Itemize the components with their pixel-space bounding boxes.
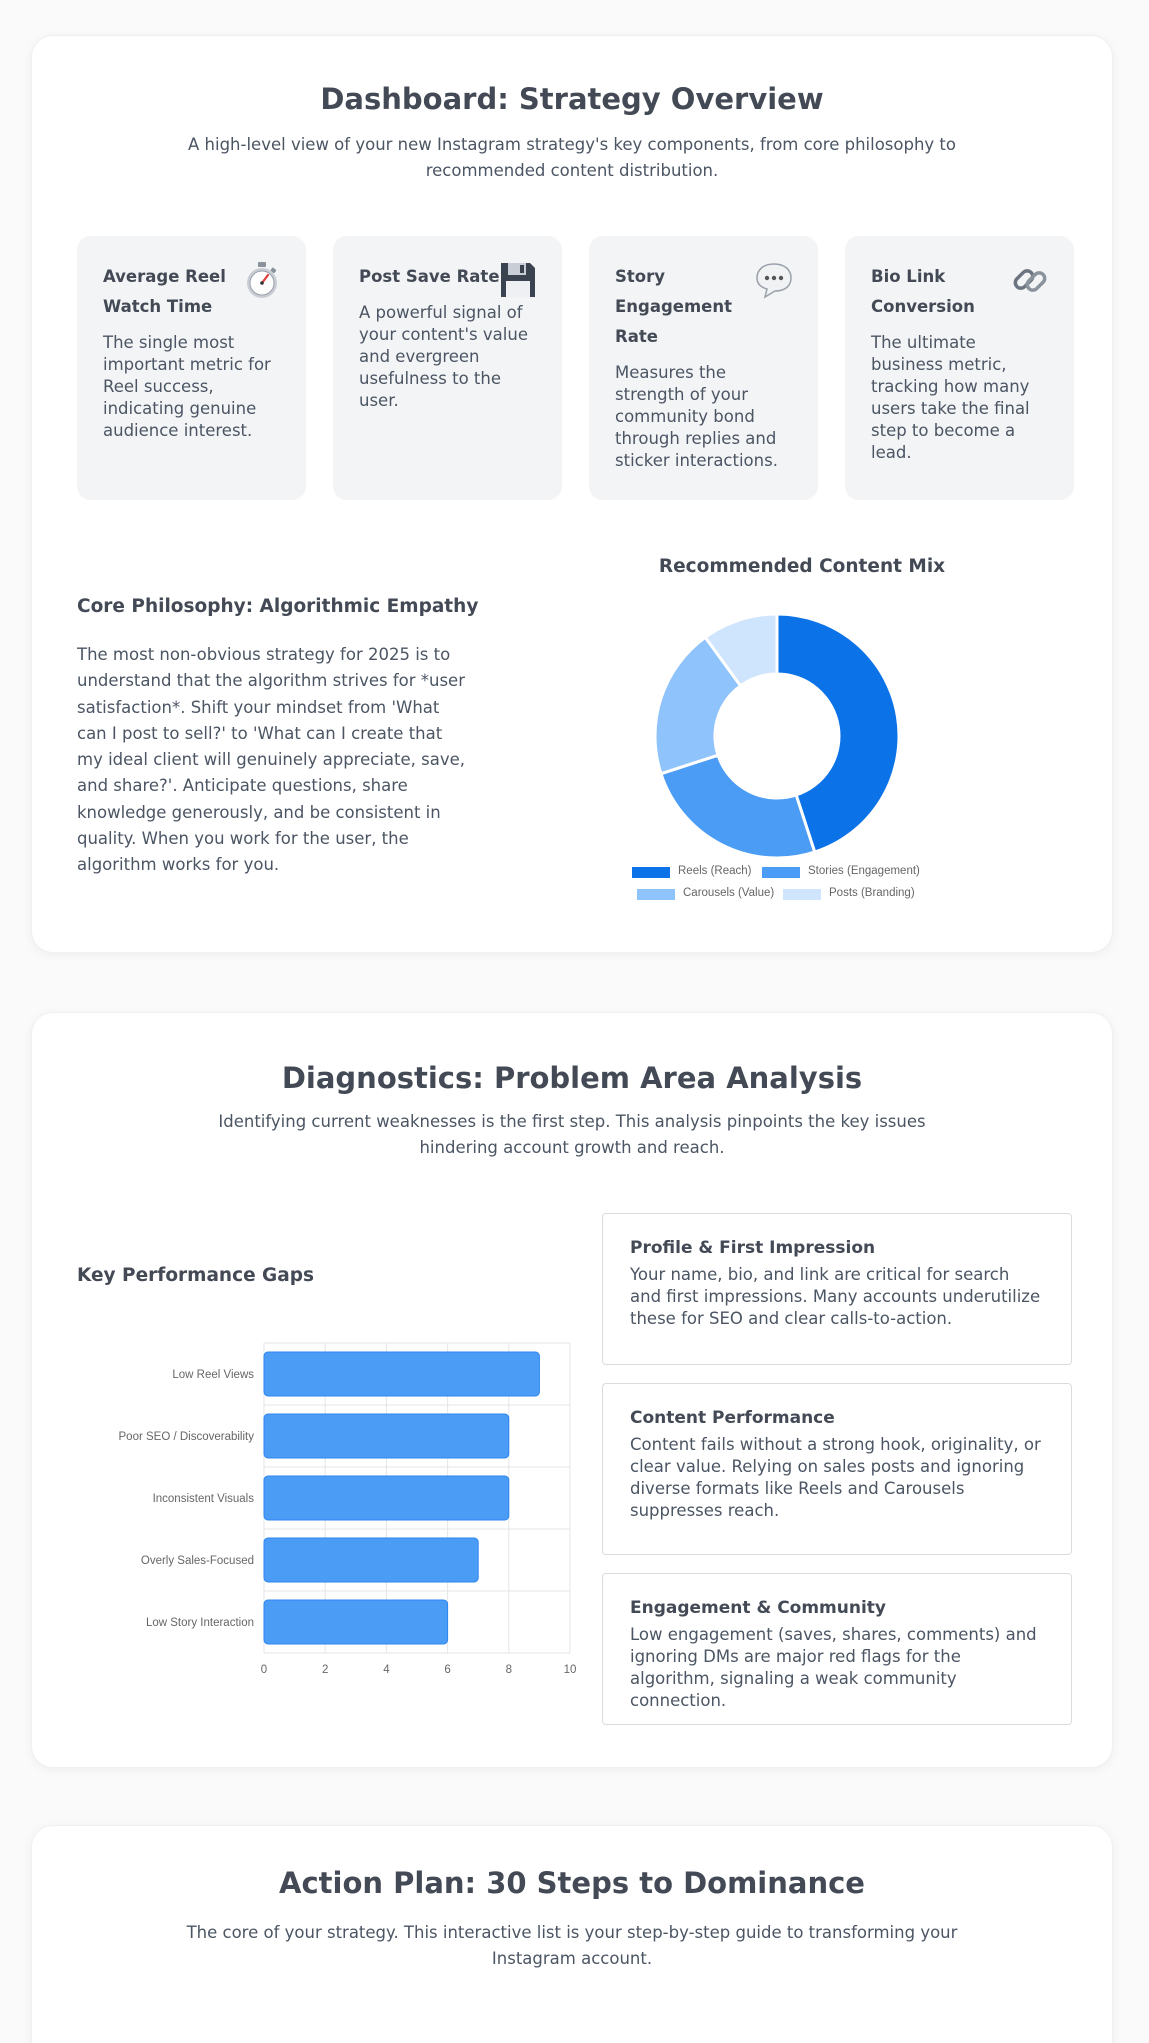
section-title: Dashboard: Strategy Overview xyxy=(320,82,824,116)
donut-chart-legend xyxy=(632,865,972,905)
section-title: Diagnostics: Problem Area Analysis xyxy=(281,1061,863,1095)
donut-slice[interactable] xyxy=(661,755,815,858)
issue-card-profile xyxy=(602,1213,1072,1365)
issue-desc: Low engagement (saves, shares, comments) and ignoring DMs are major red flags for the algorithm, signaling a weak community connection. xyxy=(630,1625,1037,1710)
issue-card-engagement xyxy=(602,1573,1072,1725)
bar-chart-title: Key Performance Gaps xyxy=(77,1265,314,1286)
category-label: Low Story Interaction xyxy=(145,1617,254,1629)
issue-title: Profile & First Impression xyxy=(630,1238,876,1258)
legend-item[interactable] xyxy=(632,865,752,877)
x-tick-label: 6 xyxy=(444,1664,451,1676)
metric-title: Story Engagement Rate xyxy=(615,267,732,346)
content-mix-donut-chart xyxy=(647,606,907,866)
stopwatch-icon xyxy=(242,260,282,300)
metric-title: Average Reel Watch Time xyxy=(103,267,226,316)
legend-item[interactable] xyxy=(783,887,915,899)
category-label: Low Reel Views xyxy=(172,1369,254,1381)
bar[interactable] xyxy=(264,1414,509,1458)
section-subtitle: Identifying current weaknesses is the first step. This analysis pinpoints the key issues hindering account growth and reach. xyxy=(218,1112,926,1157)
performance-gaps-bar-chart xyxy=(62,1323,582,1693)
metric-desc: Measures the strength of your community bond through replies and sticker interactions. xyxy=(615,363,778,470)
section-title: Action Plan: 30 Steps to Dominance xyxy=(279,1866,865,1900)
metric-card-bio-link-conversion xyxy=(845,236,1074,500)
bar[interactable] xyxy=(264,1352,539,1396)
donut-chart-title: Recommended Content Mix xyxy=(658,556,946,577)
dashboard-section xyxy=(31,35,1113,953)
legend-item[interactable] xyxy=(762,865,920,877)
legend-swatch xyxy=(632,867,670,878)
bar[interactable] xyxy=(264,1600,448,1644)
issue-title: Content Performance xyxy=(630,1408,835,1428)
x-tick-label: 4 xyxy=(383,1664,390,1676)
x-tick-label: 10 xyxy=(563,1664,577,1676)
metric-desc: A powerful signal of your content's value and evergreen usefulness to the user. xyxy=(359,303,528,410)
x-tick-label: 8 xyxy=(505,1664,513,1676)
legend-label: Posts (Branding) xyxy=(829,887,915,899)
metric-title: Post Save Rate xyxy=(359,267,500,286)
legend-label: Stories (Engagement) xyxy=(808,865,920,877)
issue-desc: Content fails without a strong hook, originality, or clear value. Relying on sales posts and ignoring diverse formats like Reels and Carousels suppresses reach. xyxy=(630,1435,1041,1520)
legend-item[interactable] xyxy=(637,887,774,899)
category-label: Poor SEO / Discoverability xyxy=(118,1431,254,1443)
action-plan-section xyxy=(31,1825,1113,2043)
metric-desc: The ultimate business metric, tracking how many users take the final step to become a lead. xyxy=(871,333,1030,462)
section-subtitle: A high-level view of your new Instagram strategy's key components, from core philosophy to recommended content distribution. xyxy=(188,135,956,180)
diagnostics-section xyxy=(31,1012,1113,1768)
bar[interactable] xyxy=(264,1538,478,1582)
issue-desc: Your name, bio, and link are critical for search and first impressions. Many accounts underutilize these for SEO and clear calls-to-action. xyxy=(630,1265,1041,1328)
metric-card-story-engagement xyxy=(589,236,818,500)
link-icon xyxy=(1010,260,1050,300)
metric-card-reel-watch-time xyxy=(77,236,306,500)
legend-label: Carousels (Value) xyxy=(683,887,775,899)
metric-title: Bio Link Conversion xyxy=(871,267,975,316)
category-label: Overly Sales-Focused xyxy=(140,1555,254,1567)
x-tick-label: 0 xyxy=(260,1664,268,1676)
issue-title: Engagement & Community xyxy=(630,1598,887,1618)
legend-swatch xyxy=(637,889,675,900)
legend-swatch xyxy=(762,867,800,878)
section-subtitle: The core of your strategy. This interactive list is your step-by-step guide to transforming your Instagram account. xyxy=(186,1923,958,1968)
floppy-disk-icon xyxy=(498,260,538,300)
metric-desc: The single most important metric for Reel success, indicating genuine audience interest. xyxy=(103,333,271,440)
legend-swatch xyxy=(783,889,821,900)
speech-bubble-icon xyxy=(754,260,794,300)
bar[interactable] xyxy=(264,1476,509,1520)
issue-card-content xyxy=(602,1383,1072,1555)
legend-label: Reels (Reach) xyxy=(678,865,752,877)
philosophy-heading: Core Philosophy: Algorithmic Empathy xyxy=(77,596,479,617)
philosophy-text: The most non-obvious strategy for 2025 is to understand that the algorithm strives for *user satisfaction*. Shift your mindset from 'What can I post to sell?' to 'What can I create that my ideal client will genuinely appreciate, save, and share?'. Anticipate questions, share knowledge generously, and be consistent in quality. When you work for the user, the algorithm works for you. xyxy=(77,645,465,875)
metric-card-post-save-rate xyxy=(333,236,562,500)
x-tick-label: 2 xyxy=(321,1664,329,1676)
category-label: Inconsistent Visuals xyxy=(152,1493,254,1505)
